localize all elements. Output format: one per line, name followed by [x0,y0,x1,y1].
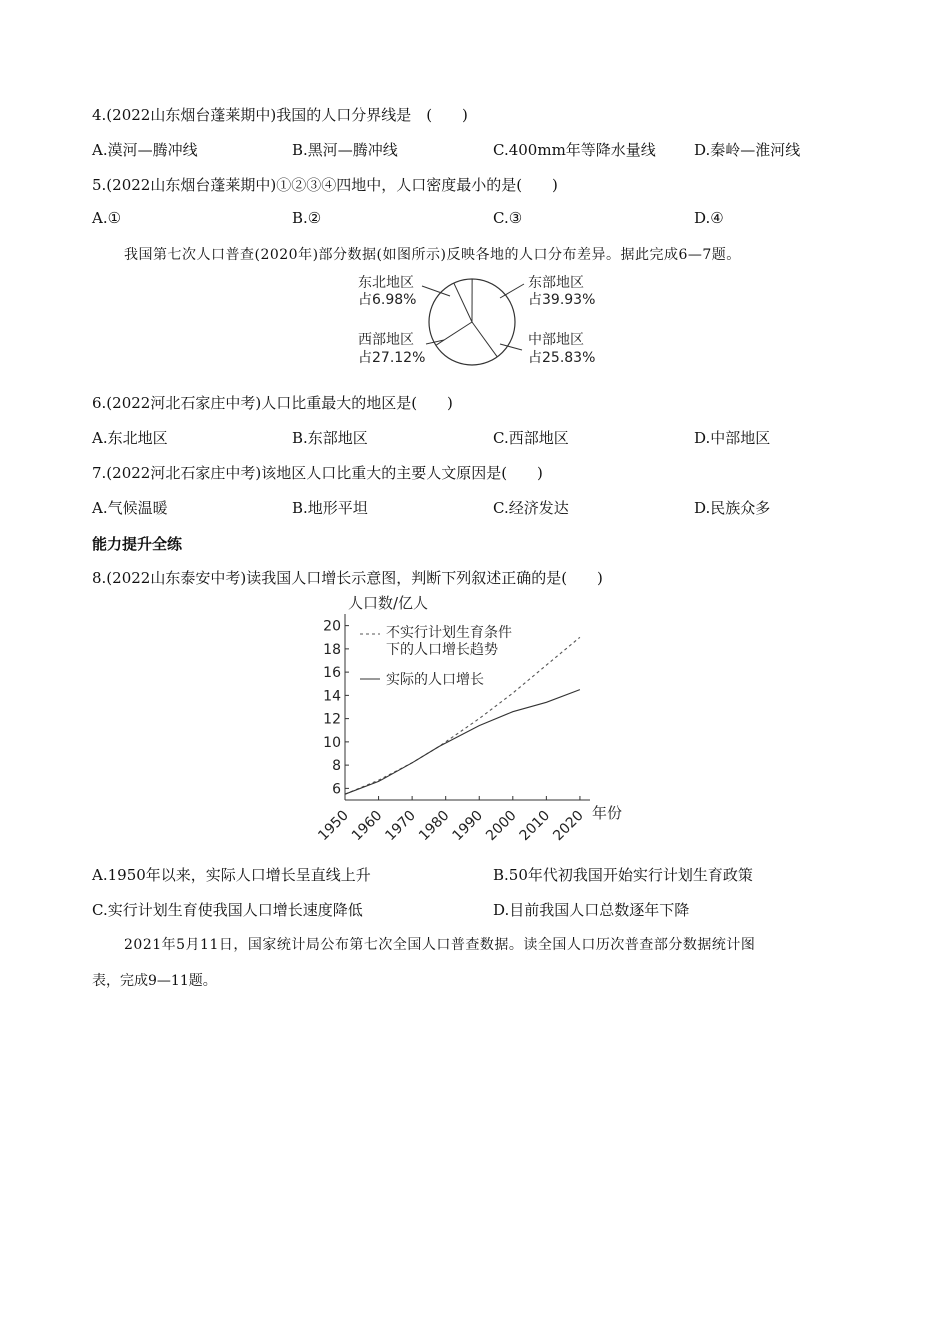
q5-option-d: D.④ [694,209,724,227]
x-tick-label: 1960 [348,807,386,845]
q5-stem: 5.(2022山东烟台蓬莱期中)①②③④四地中，人口密度最小的是( ) [92,176,558,194]
q8-option-b: B.50年代初我国开始实行计划生育政策 [493,866,753,884]
q4-option-d: D.秦岭—淮河线 [694,141,801,159]
legend-solid-label: 实际的人口增长 [386,672,484,688]
pie-value-northeast: 占6.98% [358,292,417,308]
q7-option-b: B.地形平坦 [292,499,368,517]
y-tick-label: 14 [323,688,341,705]
q4-option-c: C.400mm年等降水量线 [493,141,656,159]
q6-option-a: A.东北地区 [92,429,168,447]
q4-stem: 4.(2022山东烟台蓬莱期中)我国的人口分界线是 ( ) [92,106,468,124]
pie-slice-boundary-2 [472,322,497,357]
x-tick-label: 1980 [415,807,453,845]
x-tick-label: 2000 [483,807,520,845]
legend-dashed-line1: 不实行计划生育条件 [386,625,512,641]
passage-census-intro: 我国第七次人口普查(2020年)部分数据(如图所示)反映各地的人口分布差异。据此完成6—7题。 [124,247,741,263]
series-line-actual [345,690,580,795]
population-growth-chart [300,590,660,850]
y-tick-label: 10 [323,734,341,751]
y-tick-label: 12 [323,711,341,728]
y-tick-label: 8 [332,758,341,775]
q8-option-c: C.实行计划生育使我国人口增长速度降低 [92,901,363,919]
pie-slice-boundary-0 [454,283,472,322]
pie-label-west: 西部地区 [358,332,414,348]
pie-slice-boundary-3 [436,322,472,345]
leader-central [500,344,522,350]
x-tick-label: 1950 [315,807,352,845]
q8-stem: 8.(2022山东泰安中考)读我国人口增长示意图，判断下列叙述正确的是( ) [92,569,603,587]
q6-option-c: C.西部地区 [493,429,569,447]
q6-stem: 6.(2022河北石家庄中考)人口比重最大的地区是( ) [92,394,453,412]
q8-option-d: D.目前我国人口总数逐年下降 [493,901,690,919]
pie-label-east: 东部地区 [528,275,584,291]
pie-value-west: 占27.12% [358,350,426,366]
y-tick-label: 6 [332,781,341,798]
q5-option-a: A.① [92,209,122,227]
y-tick-label: 16 [323,665,341,682]
pie-chart [350,270,610,370]
y-tick-label: 20 [323,618,341,635]
q7-option-c: C.经济发达 [493,499,569,517]
pie-slice-lines [436,279,497,357]
x-tick-label: 2010 [516,807,554,845]
x-tick-label: 2020 [550,807,587,845]
pie-value-central: 占25.83% [528,350,596,366]
q4-option-a: A.漠河—腾冲线 [92,141,198,159]
pie-label-central: 中部地区 [528,332,584,348]
series-line-no-policy [345,637,580,794]
leader-east [500,284,524,298]
q6-option-b: B.东部地区 [292,429,368,447]
y-axis-label: 人口数/亿人 [348,594,429,612]
x-axis-label: 年份 [592,804,623,822]
q8-option-a: A.1950年以来，实际人口增长呈直线上升 [92,866,371,884]
passage-census-2021-line2: 表，完成9—11题。 [92,973,217,989]
q4-option-b: B.黑河—腾冲线 [292,141,398,159]
q6-option-d: D.中部地区 [694,429,771,447]
q5-option-c: C.③ [493,209,523,227]
section-title: 能力提升全练 [92,535,183,553]
passage-census-2021-line1: 2021年5月11日，国家统计局公布第七次全国人口普查数据。读全国人口历次普查部分数据统计图 [124,937,756,953]
q7-stem: 7.(2022河北石家庄中考)该地区人口比重大的主要人文原因是( ) [92,464,543,482]
pie-value-east: 占39.93% [528,292,596,308]
x-tick-label: 1970 [382,807,419,845]
q7-option-a: A.气候温暖 [92,499,168,517]
q5-option-b: B.② [292,209,322,227]
x-tick-label: 1990 [449,807,487,845]
pie-label-northeast: 东北地区 [358,275,414,291]
y-tick-label: 18 [323,641,341,658]
q7-option-d: D.民族众多 [694,499,771,517]
legend-dashed-line2: 下的人口增长趋势 [386,642,498,658]
